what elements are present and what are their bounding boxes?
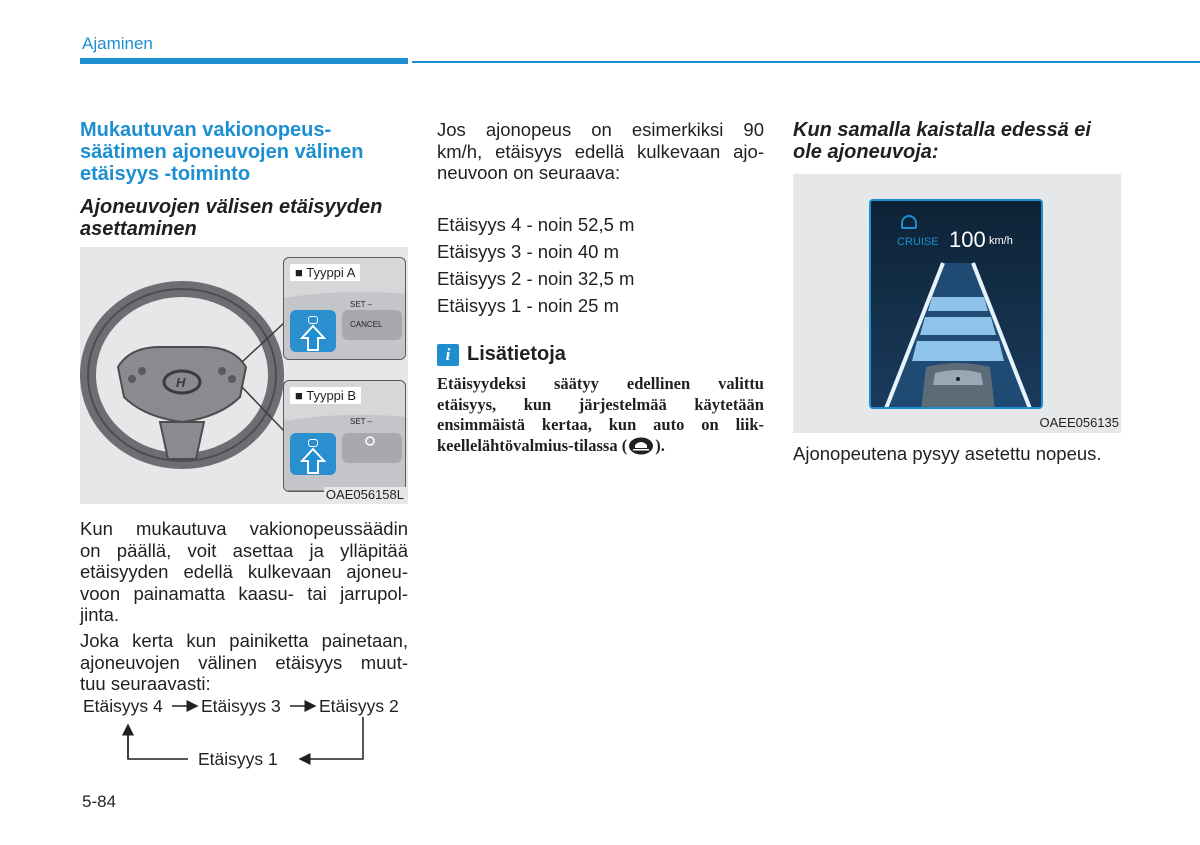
type-b-inset (283, 380, 406, 492)
speed-unit: km/h (989, 235, 1013, 247)
info-title: Lisätietoja (467, 343, 566, 365)
page-number: 5-84 (82, 792, 117, 811)
type-b-label: ■ Tyyppi B (290, 387, 361, 404)
chapter-title: Ajaminen (82, 34, 153, 53)
flow-arrows (80, 695, 400, 775)
car-ready-icon (628, 437, 654, 455)
set-label-b: SET – (350, 417, 373, 426)
section-heading: Mukautuvan vakionopeus- säätimen ajoneuvojen välinen etäisyys -toiminto (80, 119, 364, 185)
svg-text:H: H (176, 375, 186, 390)
middle-intro: Jos ajonopeus on esimerkiksi 90 km/h, etäisyys edellä kulkevaan ajo- neuvoon on seuraava: (437, 119, 764, 183)
flow-distance-2: Etäisyys 2 (319, 696, 399, 716)
left-paragraph-1: Kun mukautuva vakionopeussäädin on päällä, voit asettaa ja ylläpitää etäisyyden edellä kulkevaan ajoneu- voon painamatta kaasu- tai jarrupol- jinta. (80, 518, 408, 625)
flow-distance-4: Etäisyys 4 (83, 696, 163, 716)
cluster-display-figure (793, 174, 1121, 433)
set-label-a: SET – (350, 300, 373, 309)
distance-item: Etäisyys 3 - noin 40 m (437, 241, 619, 262)
distance-list (437, 211, 764, 319)
cancel-label: CANCEL (350, 320, 383, 329)
header-rule-thin (412, 61, 1200, 63)
cruise-gauge-icon (901, 215, 917, 229)
sub-heading: Ajoneuvojen välisen etäisyyden asettaminen (80, 196, 383, 240)
distance-button-icon (308, 316, 318, 324)
info-header (437, 343, 764, 366)
figure-code: OAEE056135 (1039, 415, 1119, 430)
flow-distance-1: Etäisyys 1 (198, 749, 278, 769)
instrument-display (869, 199, 1043, 409)
left-paragraph-2: Joka kerta kun painiketta painetaan, ajoneuvojen välinen etäisyys muut- tuu seuraavasti: (80, 630, 408, 694)
right-caption: Ajonopeutena pysyy asetettu nopeus. (793, 443, 1102, 464)
distance-item: Etäisyys 4 - noin 52,5 m (437, 214, 635, 235)
cruise-label: CRUISE (897, 236, 939, 248)
info-icon: i (437, 344, 459, 366)
right-heading: Kun samalla kaistalla edessä ei ole ajoneuvoja: (793, 119, 1091, 163)
speed-value: 100 (949, 227, 986, 252)
info-body: Etäisyydeksi säätyy edellinen valittu etäisyys, kun järjestelmää käytetään ensimmäistä kertaa, kun auto on liik- keellelähtövalmius-tilassa ( ). (437, 374, 764, 455)
info-box (437, 343, 764, 456)
header-rule-thick (80, 58, 408, 64)
flow-distance-3: Etäisyys 3 (201, 696, 281, 716)
type-a-label: ■ Tyyppi A (290, 264, 360, 281)
distance-button-icon (308, 439, 318, 447)
distance-item: Etäisyys 1 - noin 25 m (437, 295, 619, 316)
figure-code: OAE056158L (325, 487, 404, 502)
distance-item: Etäisyys 2 - noin 32,5 m (437, 268, 635, 289)
type-a-inset (283, 257, 406, 360)
left-column (80, 119, 410, 240)
steering-wheel-figure (80, 247, 408, 504)
